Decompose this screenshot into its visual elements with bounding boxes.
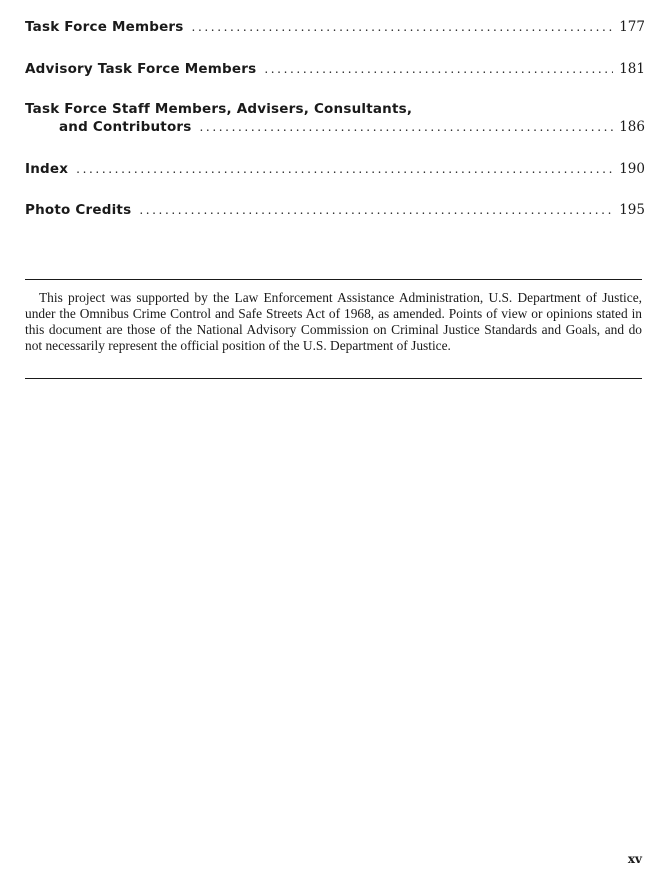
toc-entry-task-force-members (25, 18, 645, 36)
toc-leader-dots (139, 201, 613, 219)
toc-entry-staff-members (25, 100, 645, 136)
notice-top-rule (25, 279, 642, 280)
toc-entry-title: Photo Credits (25, 202, 132, 218)
toc-leader-dots (200, 118, 613, 136)
toc-entry-page: 186 (619, 119, 645, 135)
toc-line (25, 160, 645, 178)
toc-entry-title-line2: and Contributors (59, 119, 192, 135)
toc-line (25, 60, 645, 78)
toc-entry-title-line1: Task Force Staff Members, Advisers, Consultants, (25, 101, 413, 117)
toc-entry-page: 177 (619, 19, 645, 35)
toc-entry-title: Index (25, 161, 69, 177)
page-number: xv (627, 852, 642, 866)
toc-entry-title: Advisory Task Force Members (25, 61, 257, 77)
toc-line (25, 18, 645, 36)
toc-line (25, 201, 645, 219)
toc-entry-advisory-task-force-members (25, 60, 645, 78)
toc-leader-dots (192, 18, 613, 36)
toc-entry-page: 195 (619, 202, 645, 218)
toc-entry-title: Task Force Members (25, 19, 184, 35)
toc-entry-photo-credits (25, 201, 645, 219)
funding-notice: This project was supported by the Law Enforcement Assistance Administration, U.S. Department of Justice, under the Omnibus Crime Control and Safe Streets Act of 1968, as amended. Points of view or opinions stated in this document are those of the National Advisory Commission on Criminal Justice Standards and Goals, and do not necessarily represent the official position of the U.S. Department of Justice. (25, 290, 642, 353)
toc-entry-index (25, 160, 645, 178)
toc-entry-page: 190 (619, 161, 645, 177)
toc-line (25, 118, 645, 136)
notice-bottom-rule (25, 378, 642, 379)
toc-leader-dots (264, 60, 613, 78)
toc-leader-dots (76, 160, 613, 178)
toc-entry-page: 181 (619, 61, 645, 77)
